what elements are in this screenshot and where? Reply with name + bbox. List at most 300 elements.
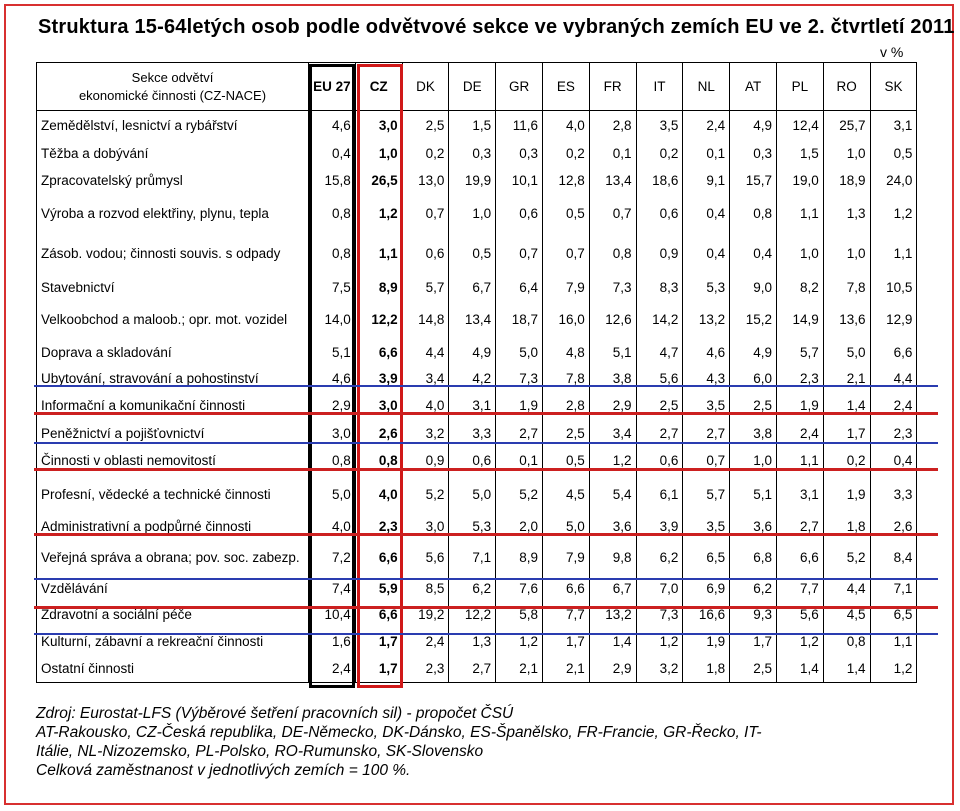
value-cell-at: 6,0	[730, 367, 777, 391]
value-cell-pl: 1,9	[776, 391, 823, 421]
value-cell-ro: 25,7	[823, 111, 870, 141]
value-cell-fr: 5,4	[589, 475, 636, 515]
country-header-it: IT	[636, 63, 683, 111]
value-cell-ro: 1,0	[823, 233, 870, 275]
value-cell-es: 0,5	[542, 195, 589, 233]
value-cell-dk: 0,2	[402, 141, 449, 167]
value-cell-es: 2,8	[542, 391, 589, 421]
country-header-sk: SK	[870, 63, 917, 111]
value-cell-nl: 6,9	[683, 577, 730, 601]
value-cell-dk: 2,3	[402, 655, 449, 683]
value-cell-ro: 1,7	[823, 421, 870, 447]
value-cell-de: 5,0	[449, 475, 496, 515]
sector-label: Výroba a rozvod elektřiny, plynu, tepla	[37, 195, 309, 233]
value-cell-cz: 3,9	[355, 367, 402, 391]
value-cell-gr: 0,7	[496, 233, 543, 275]
table-header-row	[37, 63, 917, 111]
value-cell-it: 0,9	[636, 233, 683, 275]
value-cell-ro: 1,4	[823, 655, 870, 683]
value-cell-sk: 6,5	[870, 601, 917, 629]
value-cell-dk: 0,9	[402, 447, 449, 475]
value-cell-cz: 6,6	[355, 601, 402, 629]
value-cell-at: 6,2	[730, 577, 777, 601]
employment-structure-table	[36, 62, 917, 683]
sector-label: Zásob. vodou; činnosti souvis. s odpady	[37, 233, 309, 275]
value-cell-at: 3,6	[730, 515, 777, 539]
value-cell-ro: 1,4	[823, 391, 870, 421]
value-cell-fr: 7,3	[589, 275, 636, 301]
value-cell-at: 0,8	[730, 195, 777, 233]
value-cell-eu27: 3,0	[309, 421, 356, 447]
value-cell-at: 1,7	[730, 629, 777, 655]
value-cell-gr: 1,2	[496, 629, 543, 655]
value-cell-eu27: 0,8	[309, 447, 356, 475]
table-row	[37, 339, 917, 367]
table-row	[37, 475, 917, 515]
value-cell-it: 7,3	[636, 601, 683, 629]
value-cell-fr: 9,8	[589, 539, 636, 577]
sector-label: Ubytování, stravování a pohostinství	[37, 367, 309, 391]
table-row	[37, 421, 917, 447]
sector-label: Zdravotní a sociální péče	[37, 601, 309, 629]
value-cell-fr: 1,2	[589, 447, 636, 475]
value-cell-de: 1,0	[449, 195, 496, 233]
sector-header-line2: ekonomické činnosti (CZ-NACE)	[78, 87, 267, 103]
value-cell-gr: 10,1	[496, 167, 543, 195]
table-row	[37, 629, 917, 655]
value-cell-pl: 3,1	[776, 475, 823, 515]
sector-label: Stavebnictví	[37, 275, 309, 301]
value-cell-ro: 1,8	[823, 515, 870, 539]
value-cell-es: 0,7	[542, 233, 589, 275]
value-cell-pl: 1,1	[776, 195, 823, 233]
value-cell-dk: 4,0	[402, 391, 449, 421]
value-cell-cz: 26,5	[355, 167, 402, 195]
value-cell-es: 1,7	[542, 629, 589, 655]
value-cell-eu27: 7,5	[309, 275, 356, 301]
table-row	[37, 447, 917, 475]
value-cell-dk: 2,5	[402, 111, 449, 141]
value-cell-dk: 5,2	[402, 475, 449, 515]
table-row	[37, 539, 917, 577]
value-cell-de: 19,9	[449, 167, 496, 195]
value-cell-pl: 1,1	[776, 447, 823, 475]
value-cell-it: 3,5	[636, 111, 683, 141]
value-cell-ro: 7,8	[823, 275, 870, 301]
value-cell-it: 0,6	[636, 195, 683, 233]
value-cell-pl: 19,0	[776, 167, 823, 195]
source-note: Zdroj: Eurostat-LFS (Výběrové šetření pracovních sil) - propočet ČSÚ	[36, 705, 514, 722]
value-cell-de: 4,9	[449, 339, 496, 367]
sector-label: Administrativní a podpůrné činnosti	[37, 515, 309, 539]
value-cell-gr: 7,3	[496, 367, 543, 391]
value-cell-fr: 0,1	[589, 141, 636, 167]
value-cell-ro: 1,3	[823, 195, 870, 233]
value-cell-gr: 5,2	[496, 475, 543, 515]
value-cell-dk: 4,4	[402, 339, 449, 367]
value-cell-nl: 9,1	[683, 167, 730, 195]
value-cell-it: 0,2	[636, 141, 683, 167]
value-cell-nl: 0,7	[683, 447, 730, 475]
value-cell-sk: 8,4	[870, 539, 917, 577]
value-cell-sk: 0,4	[870, 447, 917, 475]
value-cell-it: 2,7	[636, 421, 683, 447]
value-cell-dk: 3,2	[402, 421, 449, 447]
value-cell-cz: 3,0	[355, 391, 402, 421]
value-cell-eu27: 5,1	[309, 339, 356, 367]
value-cell-cz: 3,0	[355, 111, 402, 141]
footnotes	[36, 704, 762, 780]
value-cell-ro: 0,8	[823, 629, 870, 655]
value-cell-eu27: 0,8	[309, 233, 356, 275]
value-cell-gr: 0,3	[496, 141, 543, 167]
table-row	[37, 167, 917, 195]
value-cell-eu27: 15,8	[309, 167, 356, 195]
country-header-ro: RO	[823, 63, 870, 111]
value-cell-ro: 5,0	[823, 339, 870, 367]
page-title: Struktura 15-64letých osob podle odvětvové sekce ve vybraných zemích EU ve 2. čtvrtletí 2011	[38, 16, 955, 38]
value-cell-de: 12,2	[449, 601, 496, 629]
value-cell-es: 4,5	[542, 475, 589, 515]
value-cell-at: 6,8	[730, 539, 777, 577]
value-cell-ro: 13,6	[823, 301, 870, 339]
value-cell-cz: 1,7	[355, 655, 402, 683]
value-cell-gr: 11,6	[496, 111, 543, 141]
value-cell-es: 2,1	[542, 655, 589, 683]
value-cell-fr: 12,6	[589, 301, 636, 339]
value-cell-ro: 18,9	[823, 167, 870, 195]
value-cell-ro: 0,2	[823, 447, 870, 475]
value-cell-dk: 3,0	[402, 515, 449, 539]
value-cell-it: 3,2	[636, 655, 683, 683]
value-cell-fr: 2,8	[589, 111, 636, 141]
table-body	[37, 111, 917, 683]
value-cell-eu27: 1,6	[309, 629, 356, 655]
value-cell-cz: 8,9	[355, 275, 402, 301]
value-cell-nl: 6,5	[683, 539, 730, 577]
value-cell-gr: 1,9	[496, 391, 543, 421]
value-cell-nl: 3,5	[683, 391, 730, 421]
value-cell-pl: 6,6	[776, 539, 823, 577]
value-cell-nl: 1,9	[683, 629, 730, 655]
value-cell-nl: 4,6	[683, 339, 730, 367]
value-cell-ro: 4,5	[823, 601, 870, 629]
value-cell-nl: 5,7	[683, 475, 730, 515]
country-header-de: DE	[449, 63, 496, 111]
value-cell-fr: 6,7	[589, 577, 636, 601]
value-cell-nl: 16,6	[683, 601, 730, 629]
value-cell-gr: 2,1	[496, 655, 543, 683]
value-cell-gr: 0,1	[496, 447, 543, 475]
value-cell-it: 6,1	[636, 475, 683, 515]
value-cell-de: 6,2	[449, 577, 496, 601]
value-cell-eu27: 2,4	[309, 655, 356, 683]
table-row	[37, 577, 917, 601]
value-cell-sk: 6,6	[870, 339, 917, 367]
value-cell-sk: 3,1	[870, 111, 917, 141]
value-cell-de: 2,7	[449, 655, 496, 683]
value-cell-cz: 6,6	[355, 339, 402, 367]
value-cell-cz: 2,3	[355, 515, 402, 539]
sector-label: Ostatní činnosti	[37, 655, 309, 683]
value-cell-sk: 7,1	[870, 577, 917, 601]
value-cell-at: 2,5	[730, 391, 777, 421]
value-cell-it: 6,2	[636, 539, 683, 577]
value-cell-nl: 13,2	[683, 301, 730, 339]
value-cell-at: 0,3	[730, 141, 777, 167]
value-cell-nl: 2,7	[683, 421, 730, 447]
value-cell-gr: 5,0	[496, 339, 543, 367]
value-cell-gr: 5,8	[496, 601, 543, 629]
table-row	[37, 601, 917, 629]
value-cell-es: 5,0	[542, 515, 589, 539]
sector-label: Profesní, vědecké a technické činnosti	[37, 475, 309, 515]
value-cell-dk: 5,7	[402, 275, 449, 301]
country-header-nl: NL	[683, 63, 730, 111]
value-cell-pl: 7,7	[776, 577, 823, 601]
total-note: Celková zaměstnanost v jednotlivých zemích = 100 %.	[36, 762, 411, 779]
value-cell-nl: 1,8	[683, 655, 730, 683]
value-cell-fr: 0,7	[589, 195, 636, 233]
value-cell-ro: 4,4	[823, 577, 870, 601]
value-cell-fr: 3,4	[589, 421, 636, 447]
value-cell-eu27: 14,0	[309, 301, 356, 339]
value-cell-eu27: 4,6	[309, 367, 356, 391]
country-header-gr: GR	[496, 63, 543, 111]
table-row	[37, 233, 917, 275]
country-header-pl: PL	[776, 63, 823, 111]
value-cell-es: 7,9	[542, 275, 589, 301]
value-cell-fr: 5,1	[589, 339, 636, 367]
value-cell-it: 3,9	[636, 515, 683, 539]
sector-label: Zemědělství, lesnictví a rybářství	[37, 111, 309, 141]
value-cell-gr: 6,4	[496, 275, 543, 301]
value-cell-cz: 1,0	[355, 141, 402, 167]
value-cell-pl: 2,7	[776, 515, 823, 539]
sector-label: Těžba a dobývání	[37, 141, 309, 167]
value-cell-gr: 2,7	[496, 421, 543, 447]
value-cell-pl: 1,0	[776, 233, 823, 275]
value-cell-sk: 2,4	[870, 391, 917, 421]
table-row	[37, 655, 917, 683]
table-row	[37, 301, 917, 339]
value-cell-es: 4,0	[542, 111, 589, 141]
value-cell-dk: 0,6	[402, 233, 449, 275]
value-cell-es: 0,2	[542, 141, 589, 167]
sector-label: Peněžnictví a pojišťovnictví	[37, 421, 309, 447]
value-cell-es: 4,8	[542, 339, 589, 367]
value-cell-ro: 5,2	[823, 539, 870, 577]
value-cell-dk: 0,7	[402, 195, 449, 233]
value-cell-it: 2,5	[636, 391, 683, 421]
value-cell-de: 0,3	[449, 141, 496, 167]
value-cell-cz: 0,8	[355, 447, 402, 475]
value-cell-gr: 8,9	[496, 539, 543, 577]
value-cell-de: 0,5	[449, 233, 496, 275]
value-cell-dk: 14,8	[402, 301, 449, 339]
value-cell-dk: 3,4	[402, 367, 449, 391]
value-cell-nl: 0,4	[683, 195, 730, 233]
sector-label: Informační a komunikační činnosti	[37, 391, 309, 421]
value-cell-dk: 5,6	[402, 539, 449, 577]
value-cell-fr: 3,6	[589, 515, 636, 539]
value-cell-nl: 5,3	[683, 275, 730, 301]
value-cell-eu27: 0,4	[309, 141, 356, 167]
value-cell-de: 1,3	[449, 629, 496, 655]
country-header-at: AT	[730, 63, 777, 111]
value-cell-at: 4,9	[730, 339, 777, 367]
value-cell-it: 8,3	[636, 275, 683, 301]
value-cell-eu27: 5,0	[309, 475, 356, 515]
value-cell-nl: 3,5	[683, 515, 730, 539]
value-cell-cz: 6,6	[355, 539, 402, 577]
value-cell-es: 7,8	[542, 367, 589, 391]
value-cell-pl: 1,2	[776, 629, 823, 655]
value-cell-es: 0,5	[542, 447, 589, 475]
value-cell-ro: 2,1	[823, 367, 870, 391]
value-cell-nl: 2,4	[683, 111, 730, 141]
value-cell-es: 2,5	[542, 421, 589, 447]
value-cell-gr: 7,6	[496, 577, 543, 601]
value-cell-fr: 3,8	[589, 367, 636, 391]
value-cell-sk: 10,5	[870, 275, 917, 301]
value-cell-cz: 4,0	[355, 475, 402, 515]
sector-label: Zpracovatelský průmysl	[37, 167, 309, 195]
country-header-cz: CZ	[355, 63, 402, 111]
table-row	[37, 141, 917, 167]
value-cell-it: 14,2	[636, 301, 683, 339]
value-cell-fr: 13,4	[589, 167, 636, 195]
country-header-dk: DK	[402, 63, 449, 111]
value-cell-de: 0,6	[449, 447, 496, 475]
value-cell-sk: 24,0	[870, 167, 917, 195]
value-cell-eu27: 4,6	[309, 111, 356, 141]
value-cell-at: 0,4	[730, 233, 777, 275]
table-row	[37, 275, 917, 301]
value-cell-pl: 1,4	[776, 655, 823, 683]
value-cell-dk: 2,4	[402, 629, 449, 655]
value-cell-ro: 1,0	[823, 141, 870, 167]
value-cell-fr: 0,8	[589, 233, 636, 275]
value-cell-it: 1,2	[636, 629, 683, 655]
country-header-es: ES	[542, 63, 589, 111]
value-cell-de: 7,1	[449, 539, 496, 577]
sector-label: Velkoobchod a maloob.; opr. mot. vozidel	[37, 301, 309, 339]
value-cell-fr: 2,9	[589, 655, 636, 683]
sector-column-header	[37, 63, 309, 111]
value-cell-eu27: 7,2	[309, 539, 356, 577]
value-cell-es: 7,9	[542, 539, 589, 577]
value-cell-sk: 4,4	[870, 367, 917, 391]
value-cell-sk: 1,1	[870, 233, 917, 275]
value-cell-it: 0,6	[636, 447, 683, 475]
value-cell-de: 3,1	[449, 391, 496, 421]
value-cell-at: 2,5	[730, 655, 777, 683]
value-cell-at: 4,9	[730, 111, 777, 141]
value-cell-sk: 1,1	[870, 629, 917, 655]
sector-header-line1: Sekce odvětví	[131, 69, 214, 85]
value-cell-ro: 1,9	[823, 475, 870, 515]
value-cell-eu27: 7,4	[309, 577, 356, 601]
value-cell-pl: 12,4	[776, 111, 823, 141]
value-cell-dk: 13,0	[402, 167, 449, 195]
unit-label: v %	[880, 44, 904, 60]
sector-label: Veřejná správa a obrana; pov. soc. zabezp.	[37, 539, 309, 577]
value-cell-cz: 5,9	[355, 577, 402, 601]
value-cell-nl: 4,3	[683, 367, 730, 391]
value-cell-at: 9,0	[730, 275, 777, 301]
value-cell-es: 7,7	[542, 601, 589, 629]
value-cell-pl: 5,6	[776, 601, 823, 629]
value-cell-sk: 3,3	[870, 475, 917, 515]
value-cell-it: 7,0	[636, 577, 683, 601]
value-cell-sk: 1,2	[870, 195, 917, 233]
value-cell-fr: 13,2	[589, 601, 636, 629]
value-cell-pl: 8,2	[776, 275, 823, 301]
sector-label: Kulturní, zábavní a rekreační činnosti	[37, 629, 309, 655]
value-cell-sk: 12,9	[870, 301, 917, 339]
country-legend-line1: AT-Rakousko, CZ-Česká republika, DE-Německo, DK-Dánsko, ES-Španělsko, FR-Francie, GR-Řecko, IT-	[36, 724, 762, 741]
value-cell-gr: 0,6	[496, 195, 543, 233]
value-cell-dk: 8,5	[402, 577, 449, 601]
value-cell-sk: 2,6	[870, 515, 917, 539]
value-cell-at: 3,8	[730, 421, 777, 447]
value-cell-nl: 0,1	[683, 141, 730, 167]
value-cell-cz: 1,7	[355, 629, 402, 655]
sector-label: Vzdělávání	[37, 577, 309, 601]
value-cell-pl: 1,5	[776, 141, 823, 167]
value-cell-at: 15,2	[730, 301, 777, 339]
value-cell-cz: 1,2	[355, 195, 402, 233]
value-cell-de: 5,3	[449, 515, 496, 539]
value-cell-at: 9,3	[730, 601, 777, 629]
value-cell-it: 5,6	[636, 367, 683, 391]
value-cell-gr: 18,7	[496, 301, 543, 339]
value-cell-at: 1,0	[730, 447, 777, 475]
value-cell-de: 1,5	[449, 111, 496, 141]
value-cell-de: 13,4	[449, 301, 496, 339]
value-cell-es: 16,0	[542, 301, 589, 339]
table-row	[37, 391, 917, 421]
value-cell-dk: 19,2	[402, 601, 449, 629]
value-cell-es: 12,8	[542, 167, 589, 195]
sector-label: Doprava a skladování	[37, 339, 309, 367]
value-cell-gr: 2,0	[496, 515, 543, 539]
value-cell-cz: 12,2	[355, 301, 402, 339]
table-row	[37, 195, 917, 233]
sector-label: Činnosti v oblasti nemovitostí	[37, 447, 309, 475]
value-cell-cz: 2,6	[355, 421, 402, 447]
value-cell-pl: 2,4	[776, 421, 823, 447]
value-cell-pl: 5,7	[776, 339, 823, 367]
country-header-eu27: EU 27	[309, 63, 356, 111]
value-cell-sk: 1,2	[870, 655, 917, 683]
country-legend-line2: Itálie, NL-Nizozemsko, PL-Polsko, RO-Rumunsko, SK-Slovensko	[36, 743, 484, 760]
value-cell-fr: 1,4	[589, 629, 636, 655]
value-cell-it: 18,6	[636, 167, 683, 195]
value-cell-sk: 0,5	[870, 141, 917, 167]
table-row	[37, 515, 917, 539]
value-cell-it: 4,7	[636, 339, 683, 367]
value-cell-de: 4,2	[449, 367, 496, 391]
value-cell-at: 5,1	[730, 475, 777, 515]
value-cell-pl: 14,9	[776, 301, 823, 339]
value-cell-sk: 2,3	[870, 421, 917, 447]
value-cell-de: 3,3	[449, 421, 496, 447]
value-cell-eu27: 4,0	[309, 515, 356, 539]
value-cell-de: 6,7	[449, 275, 496, 301]
value-cell-es: 6,6	[542, 577, 589, 601]
